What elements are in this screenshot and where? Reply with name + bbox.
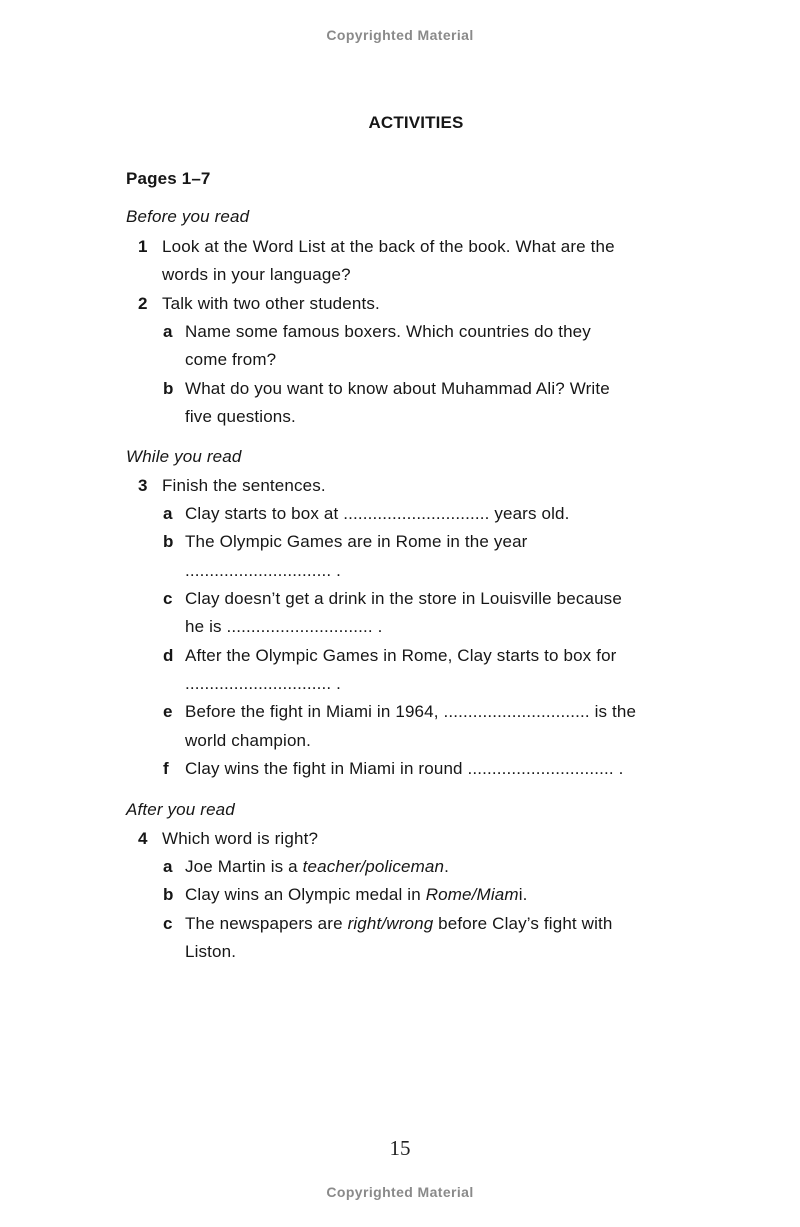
page-number: 15 <box>389 1136 411 1160</box>
section-heading-before-you-read: Before you read <box>126 207 250 227</box>
item-text-line: Finish the sentences. <box>162 475 326 495</box>
sub-item-letter: a <box>163 503 173 523</box>
item-text-line: five questions. <box>185 407 296 427</box>
fill-in-sentence: The Olympic Games are in Rome in the year <box>185 532 528 552</box>
item-text-line: Which word is right? <box>162 828 319 848</box>
sentence-text: The newspapers are <box>185 913 348 933</box>
item-number: 2 <box>138 293 148 313</box>
copyright-banner-bottom: Copyrighted Material <box>326 1184 474 1200</box>
sub-item-letter: a <box>163 857 173 877</box>
sub-item-3e <box>162 698 706 755</box>
fill-in-sentence: Clay doesn’t get a drink in the store in Louisville because <box>185 588 622 608</box>
sentence-text: before Clay’s fight with <box>433 913 613 933</box>
dotted-answer-line: .............................. . <box>185 560 341 580</box>
word-choice-sentence <box>185 853 706 881</box>
item-text-line: Look at the Word List at the back of the book. What are the <box>162 237 615 257</box>
sub-item-3a <box>162 500 706 528</box>
sub-item-3f <box>162 755 706 783</box>
dotted-answer-line: he is .............................. . <box>185 617 383 637</box>
word-choice: Rome/Miam <box>425 885 519 905</box>
sub-item-letter: e <box>163 702 173 722</box>
list-item-2 <box>126 290 706 432</box>
list-item-1 <box>126 233 706 290</box>
sub-item-letter: a <box>163 322 173 342</box>
while-you-read-list <box>126 472 706 784</box>
after-you-read-list <box>126 825 706 967</box>
before-you-read-list <box>126 233 706 431</box>
item-text-line: Name some famous boxers. Which countries do they <box>185 322 591 342</box>
sentence-text: . <box>444 857 450 877</box>
sub-item-letter: c <box>163 588 173 608</box>
list-item-3 <box>126 472 706 784</box>
sub-item-4a <box>162 853 706 881</box>
word-choice-sentence <box>185 910 706 938</box>
item-number: 4 <box>138 828 148 848</box>
sub-item-letter: f <box>163 758 169 778</box>
sub-item-3c <box>162 585 706 642</box>
word-choice: right/wrong <box>347 913 434 933</box>
sub-item-3d <box>162 642 706 699</box>
fill-in-sentence: After the Olympic Games in Rome, Clay starts to box for <box>185 645 617 665</box>
sub-item-2a <box>162 318 706 375</box>
sentence-text: Joe Martin is a <box>185 857 303 877</box>
sub-item-letter: c <box>163 913 173 933</box>
item-number: 3 <box>138 475 148 495</box>
page-content <box>126 0 706 966</box>
dotted-answer-line: .............................. . <box>185 673 341 693</box>
sub-item-letter: b <box>163 378 174 398</box>
sub-item-2b <box>162 375 706 432</box>
word-choice: teacher/policeman <box>302 857 445 877</box>
item-text-line: come from? <box>185 350 277 370</box>
sentence-text: Clay wins an Olympic medal in <box>185 885 426 905</box>
sub-item-letter: d <box>163 645 174 665</box>
sub-item-4c <box>162 910 706 967</box>
item-text-line: words in your language? <box>162 265 351 285</box>
item-number: 1 <box>138 237 148 257</box>
sub-item-letter: b <box>163 885 174 905</box>
sub-item-3b <box>162 528 706 585</box>
fill-in-sentence: world champion. <box>185 730 312 750</box>
sub-item-letter: b <box>163 532 174 552</box>
sentence-text: i. <box>518 885 528 905</box>
sub-item-4b <box>162 881 706 909</box>
word-choice-sentence <box>185 881 706 909</box>
pages-range-heading: Pages 1–7 <box>126 169 211 189</box>
page-title: ACTIVITIES <box>368 113 464 132</box>
list-item-4 <box>126 825 706 967</box>
item-text-line: What do you want to know about Muhammad Ali? Write <box>185 378 610 398</box>
section-heading-while-you-read: While you read <box>126 447 242 467</box>
section-heading-after-you-read: After you read <box>126 800 235 820</box>
copyright-banner-top: Copyrighted Material <box>326 27 474 43</box>
fill-in-sentence: Clay wins the fight in Miami in round .............................. . <box>185 758 624 778</box>
item-text-line: Liston. <box>185 942 237 962</box>
fill-in-sentence: Clay starts to box at .............................. years old. <box>185 503 570 523</box>
item-text-line: Talk with two other students. <box>162 293 380 313</box>
fill-in-sentence: Before the fight in Miami in 1964, .............................. is the <box>185 702 637 722</box>
